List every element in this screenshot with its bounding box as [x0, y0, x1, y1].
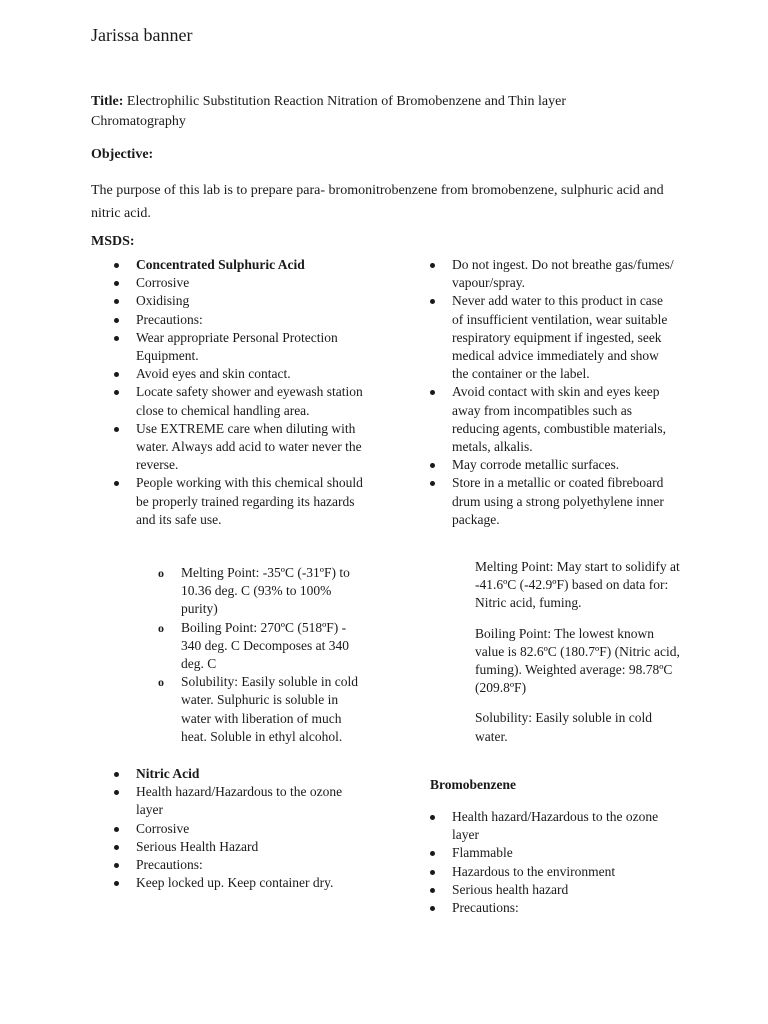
bullet-icon	[114, 481, 119, 486]
list-item: Corrosive	[136, 274, 366, 292]
nitric-boiling-point: Boiling Point: The lowest known value is 82.6ºC (180.7ºF) (Nitric acid, fuming). Weighted average: 98.78ºC (209.8ºF)	[475, 625, 680, 696]
list-item: Use EXTREME care when diluting with water. Always add acid to water never the reverse.	[136, 420, 366, 475]
list-item: Health hazard/Hazardous to the ozone layer	[452, 808, 677, 844]
bullet-icon	[114, 336, 119, 341]
list-item: Flammable	[452, 844, 677, 862]
bullet-icon	[114, 772, 119, 777]
objective-heading: Objective:	[91, 147, 154, 162]
list-item: Precautions:	[452, 899, 677, 917]
bullet-icon	[114, 281, 119, 286]
list-item: Store in a metallic or coated fibreboard drum using a strong polyethylene inner package.	[452, 474, 677, 529]
list-item: Avoid contact with skin and eyes keep away from incompatibles such as reducing agents, combustible materials, metals, alkalis.	[452, 383, 677, 456]
bullet-icon	[430, 851, 435, 856]
bullet-icon	[430, 815, 435, 820]
bullet-icon	[430, 390, 435, 395]
bromobenzene-list	[452, 808, 677, 917]
bullet-icon	[114, 318, 119, 323]
list-item: Oxidising	[136, 292, 366, 310]
list-item: Precautions:	[136, 856, 366, 874]
circle-bullet-icon: o	[158, 566, 164, 580]
title-text: Electrophilic Substitution Reaction Nitration of Bromobenzene and Thin layer Chromatography	[91, 94, 566, 129]
nitric-properties	[475, 558, 685, 758]
author-name: Jarissa banner	[91, 25, 193, 45]
bullet-icon	[430, 463, 435, 468]
bullet-icon	[114, 881, 119, 886]
circle-bullet-icon: o	[158, 620, 164, 635]
list-item: Corrosive	[136, 820, 366, 838]
bullet-icon	[430, 299, 435, 304]
bullet-icon	[430, 870, 435, 875]
list-item: Wear appropriate Personal Protection Equipment.	[136, 329, 366, 365]
list-item: o Boiling Point: 270ºC (518ºF) - 340 deg. C Decomposes at 340 deg. C	[158, 619, 349, 672]
list-item: o Solubility: Easily soluble in cold water. Sulphuric is soluble in water with liberation of much heat. Soluble in ethyl alcohol.	[158, 674, 358, 744]
list-item: Concentrated Sulphuric Acid	[136, 256, 366, 274]
nitric-acid-continued-list	[452, 256, 677, 529]
bullet-icon	[430, 906, 435, 911]
list-item: Never add water to this product in case of insufficient ventilation, wear suitable respiratory equipment if ingested, seek medical advice immediately and show the container or the label.	[452, 292, 677, 383]
list-item: People working with this chemical should be properly trained regarding its hazards and its safe use.	[136, 474, 366, 529]
sulphuric-properties-list	[158, 564, 361, 746]
bullet-icon	[430, 888, 435, 893]
bullet-icon	[114, 390, 119, 395]
list-item: Nitric Acid	[136, 765, 366, 783]
bullet-icon	[114, 427, 119, 432]
list-item: Precautions:	[136, 311, 366, 329]
bullet-icon	[114, 827, 119, 832]
bullet-icon	[114, 790, 119, 795]
list-item: Keep locked up. Keep container dry.	[136, 874, 366, 892]
title-label: Title:	[91, 94, 124, 109]
bullet-icon	[114, 263, 119, 268]
bullet-icon	[430, 263, 435, 268]
list-item: Serious health hazard	[452, 881, 677, 899]
circle-bullet-icon: o	[158, 675, 164, 690]
bullet-icon	[114, 863, 119, 868]
list-item: o Melting Point: -35ºC (-31ºF) to 10.36 deg. C (93% to 100% purity)	[158, 565, 350, 617]
bullet-icon	[114, 299, 119, 304]
list-item: Locate safety shower and eyewash station close to chemical handling area.	[136, 383, 366, 419]
bromobenzene-heading: Bromobenzene	[430, 777, 516, 792]
bullet-icon	[430, 481, 435, 486]
bullet-icon	[114, 845, 119, 850]
list-item: Serious Health Hazard	[136, 838, 366, 856]
list-item: Do not ingest. Do not breathe gas/fumes/ vapour/spray.	[452, 256, 677, 292]
bullet-icon	[114, 372, 119, 377]
list-item: Avoid eyes and skin contact.	[136, 365, 366, 383]
objective-text: The purpose of this lab is to prepare para- bromonitrobenzene from bromobenzene, sulphuric acid and nitric acid.	[91, 183, 664, 221]
list-item: May corrode metallic surfaces.	[452, 456, 677, 474]
sulphuric-acid-list	[136, 256, 366, 529]
nitric-acid-list	[136, 765, 366, 892]
msds-heading: MSDS:	[91, 234, 135, 249]
list-item: Hazardous to the environment	[452, 863, 677, 881]
list-item: Health hazard/Hazardous to the ozone layer	[136, 783, 366, 819]
nitric-solubility: Solubility: Easily soluble in cold water.	[475, 710, 652, 744]
title-line	[91, 92, 651, 132]
nitric-melting-point: Melting Point: May start to solidify at -41.6ºC (-42.9ºF) based on data for: Nitric acid, fuming.	[475, 559, 680, 611]
